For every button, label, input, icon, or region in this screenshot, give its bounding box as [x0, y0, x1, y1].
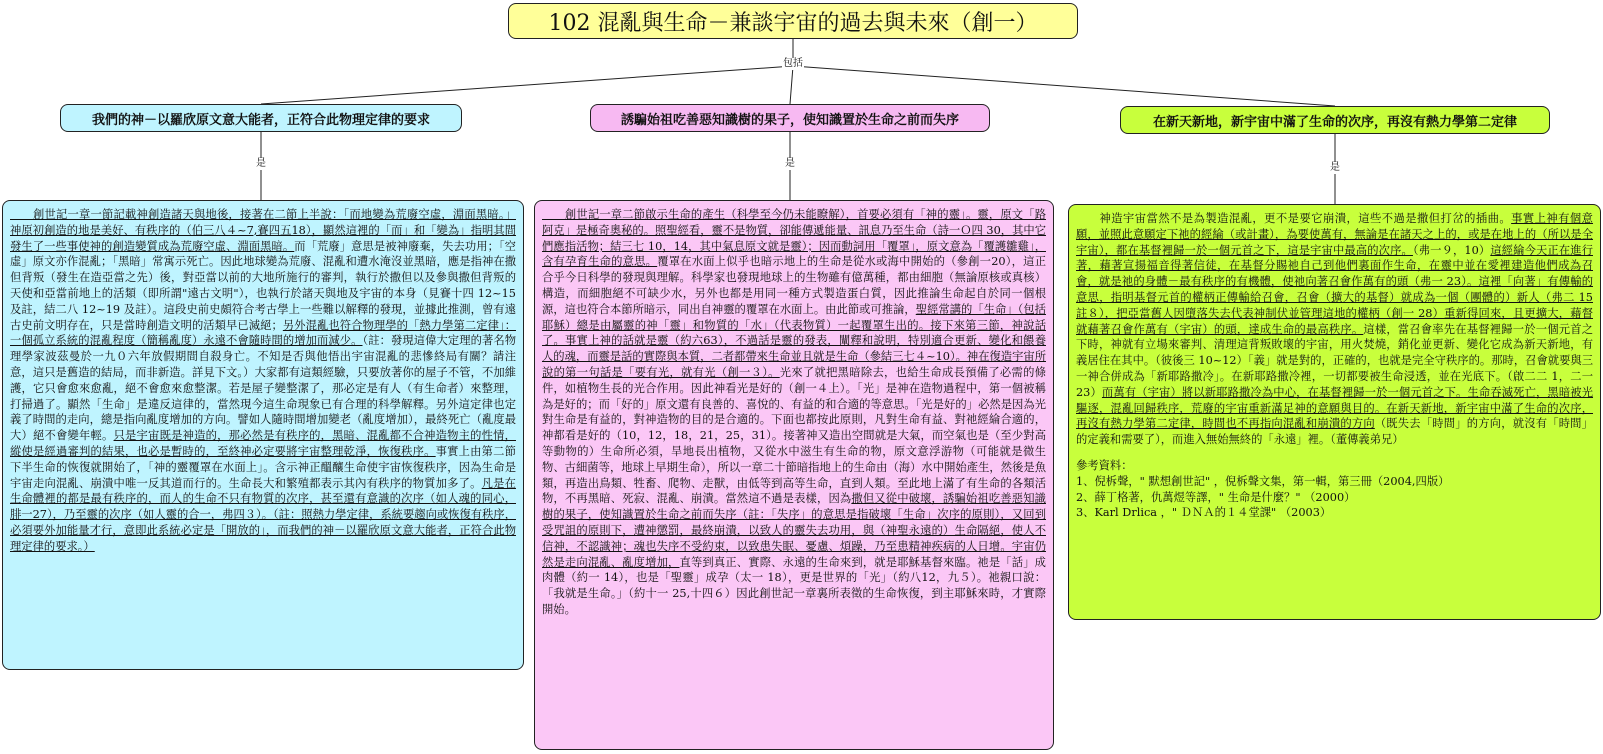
connector-label-is-1: 是 — [256, 158, 266, 169]
text-segment: 這樣，當召會率先在基督裡歸一於一個元首之下時，神就有立場來審判、清理這背叛敗壞的宇宙，用火焚燒，銷化並更新、變化它成為新天新地，有義居住在其中。（彼後三 10~12）「義」就是對的，正確的，也就是完全守秩序的。那時，召會就要與三一神合併成為「新耶路撒冷」。在新耶路撒冷裡，一切都要被生命浸透，並在光底下。（啟二二 1，二一 23） — [1076, 322, 1593, 399]
branch-heading-text: 我們的神－以羅欣原文意大能者，正符合此物理定律的要求 — [91, 112, 430, 128]
text-segment: 只是宇宙既是神造的，那必然是有秩序的，黑暗、混亂都不合神造物主的性情，縱使是經過審判的結果，也必是暫時的，至終神必定要將宇宙整理乾淨，恢復秩序。 — [10, 429, 516, 458]
text-segment: 而萬有（宇宙）將以新耶路撒冷為中心，在基督裡歸一於一個元首之下。生命吞滅死亡，黑暗被光驅逐，混亂回歸秩序，荒廢的宇宙重新滿足神的意願與目的。在新天新地，新宇宙中滿了生命的次序，再沒有熱力學第二定律，時間也不再指向混亂和崩潰的方向 — [1076, 385, 1594, 431]
text-segment: 撒但又從中破壞，誘騙始祖吃善惡知識樹的果子，使知識置於生命之前而失序（註：「失序」的意思是指破壞「生命」次序的原則），又回到受咒詛的原則下，遭神懲罰，最終崩潰，以致人的靈失去功用，與（神聖永遠的）生命隔絕，使人不信神，不認識神；魂也失序不受約束，以致患失眠、憂慮、煩躁，乃至患精神疾病的人日增。宇宙仍然是走向混亂、亂度增加， — [542, 492, 1046, 569]
text-segment: （弗一９，10） — [1412, 243, 1491, 257]
text-segment: （註：發現這偉大定理的著名物理學家波茲曼於一九０六年放假期間自殺身亡。不知是否與他悟出宇宙混亂的悲慘終局有關？請注意，這只是舊造的結局，而非新造。詳見下文。）大家都有這類經驗，只要放著你的屋子不管，不加維護，它只會愈來愈亂，絕不會愈來愈整潔。若是屋子變整潔了，那必定是有人（有生命者）來整理，打掃過了。顯然「生命」是違反這律的，當然現今這生命現象已有合理的科學解釋。另外這定律也定義了時間的走向，總是指向亂度增加的方向。譬如人隨時間增加變老（亂度增加），最終死亡（亂度最大）絕不會變年輕。 — [10, 334, 516, 443]
text-segment: （既失去「時間」的方向，就沒有「時間」的定義和需要了），而進入無始無終的「永遠」裡。（董傳義弟兄） — [1076, 417, 1593, 447]
branch-heading-disorder — [590, 104, 990, 132]
text-segment: 創世記一章一節記載神創造諸天與地後，接著在二節上半說：「而地變為荒廢空虛，淵面黑暗。」神原初創造的地是美好、有秩序的（伯三八４~7,賽四五18），顯然這裡的「而」和「變為」指明其間發生了一些事使神的創造變質成為荒廢空虛、淵面黑暗。 — [10, 208, 516, 253]
branch-heading-new-heaven — [1120, 106, 1550, 134]
branch-heading-text: 在新天新地，新宇宙中滿了生命的次序，再沒有熱力學第二定律 — [1152, 114, 1517, 130]
text-segment: 事實上由第二節下半生命的恢復就開始了，「神的靈覆罩在水面上」。含示神正醞釀生命使宇宙恢復秩序，因為生命是宇宙走向混亂、崩潰中唯一反其道而行的。生命長大和繁殖都表示其內有秩序的物質加多了。 — [10, 444, 516, 490]
branch-heading-text: 誘騙始祖吃善惡知識樹的果子，使知識置於生命之前而失序 — [620, 112, 959, 128]
connector-label-includes: 包括 — [783, 58, 803, 69]
root-title-node — [508, 3, 1078, 39]
detail-box-origin-of-life — [534, 200, 1054, 750]
text-segment: 創世記一章二節啟示生命的產生（科學至今仍未能瞭解），首要必須有「神的靈」。靈，原文「路阿克」是極奇奧秘的。照聖經看，靈不是物質，卻能傳遞能量、訊息乃至生命（詩一Ｏ四 30，其中它們應指活物；結三七 10，14，其中氣息原文就是靈）；因而動詞用「覆罩」，原文意為「覆護雛雞」，含有孕育生命的意思。 — [542, 208, 1046, 269]
text-segment: 神造宇宙當然不是為製造混亂，更不是要它崩潰，這些不過是撒但打岔的插曲。 — [1076, 212, 1512, 225]
text-segment: 事實上神有個意願，並照此意願定下祂的經綸（或計畫），為要使萬有，無論是在諸天之上的，或是在地上的（所以是全宇宙），都在基督裡歸一於一個元首之下，這是宇宙中最高的次序。 — [1076, 212, 1593, 257]
reference-item: 3、Karl Drlica ，" ＤＮＡ的１４堂課" （2003） — [1076, 506, 1332, 520]
text-segment: 凡是在生命體裡的都是最有秩序的，而人的生命不只有物質的次序，甚至還有意識的次序（如人魂的同心，腓一27），乃至靈的次序（如人靈的合一，弗四３）。（註：照熱力學定律，系統要趨向或恢復有秩序，必須要外加能量才行，意即此系統必定是「開放的」，而我們的神－以羅欣原文意大能者，正符合此物理定律的要求。） — [10, 476, 516, 553]
connector-label-is-2: 是 — [785, 158, 795, 169]
reference-item: 1、倪柝聲，" 默想創世記" ，倪柝聲文集，第一輯，第三冊（2004,四版） — [1076, 474, 1450, 488]
text-segment: 而「荒廢」意思是被神廢棄，失去功用；「空虛」原文亦作混亂；「黑暗」常寓示死亡。因此地球變為荒廢、混亂和遭水淹沒並黑暗，應是指神在撒但背叛（發生在造亞當之先）後，對亞當以前的大地所施行的審判，執行於撒但以及參與撒但背叛的天使和亞當前地上的活類（即所謂"遠古文明"），也執行於諸天與地及宇宙的本身（見賽十四 12~15 及註，結二八 12~19 及註）。這段史前史頗符合考古學上一些難以解釋的發現，並據此推測，曾有遠古史前文明存在，只是當時創造文明的活類早已滅絕； — [10, 239, 516, 332]
text-segment: 這經綸今天正在進行著，藉著宣揚福音得著信徒，在基督分賜祂自己到他們裏面作生命，在靈中並在愛裡建造他們成為召會，就是祂的身體－最有秩序的有機體，使祂向著召會作萬有的頭（弗一 23）。這裡「向著」有傳輸的意思，指明基督元首的權柄正傳輸給召會，召會（擴大的基督）就成為一個（團體的）新人（弗二 15 註８），把亞當舊人因墮落失去代表神制伏並管理這地的權柄（創一 28）重新得回來，且更擴大，藉督就藉著召會作萬有（宇宙）的頭，達成生命的最高秩序。 — [1076, 243, 1593, 336]
detail-text — [1076, 211, 1593, 448]
reference-item: 2、薛丁格著，仇萬煜等譯，" 生命是什麼？" （2000） — [1076, 490, 1356, 504]
root-title-text: 102 混亂與生命－兼談宇宙的過去與未來（創一） — [548, 10, 1038, 36]
text-segment: 另外混亂也符合物理學的「熱力學第二定律」：一個孤立系統的混亂程度（簡稱亂度）永遠不會隨時間的增加而減少。 — [10, 318, 516, 348]
text-segment: 覆罩在水面上似乎也暗示地上的生命是從水或海中開始的（參創一20），這正合乎今日科學的發現與理解。科學家也發現地球上的生物雖有億萬種，都由細胞（無論原核或真核）構造，而細胞絕不可缺少水，另外也都是用同一種方式製造蛋白質，因此推論生命起自於同一個根源，這也符合本節所暗示，同出自神靈的覆罩在水面上。由此節或可推論， — [542, 255, 1046, 316]
references-section — [1076, 458, 1593, 521]
detail-box-chaos-and-god — [2, 200, 524, 670]
references-title: 參考資料： — [1076, 458, 1133, 472]
text-segment: 聖經常講的「生命」（包括耶穌）總是由屬靈的神「靈」和物質的「水」（代表物質）一起覆罩生出的。接下來第三節，神說話了。事實上神的話就是靈（約六63），不過話是靈的發表，闡釋和說明，特別適合更新、變化和餵養人的魂，而靈是話的實際與本質，二者都帶來生命並且就是生命（參結三七４~10）。神在復造宇宙所說的第一句話是「要有光，就有光（創一３）。 — [542, 302, 1046, 379]
text-segment: 光來了就把黑暗除去，也給生命成長預備了必需的條件，如植物生長的光合作用。因此神看光是好的（創一４上）。「光」是神在造物過程中，第一個被稱為是好的；而「好的」原文還有良善的、喜悅的、有益的和合適的等意思。「光是好的」必然是因為光對生命是有益的，對神造物的目的是合適的。下面也都按此原則，凡對生命有益、對祂經綸合適的，神都看是好的（10，12，18，21，25，31）。接著神又造出空間就是大氣，而空氣也是（至少對高等動物的）生命所必須，旱地長出植物，又從水中滋生有生命的物，原文意浮游物（可能就是微生物、古細菌等，地球上早期生命），所以一章二十節暗指地上的生命由（海）水中開始產生，然後是魚類，再造出鳥類、牲畜、爬物、走獸，由低等到高等生命，直到人類。至此地上滿了有生命的各類活物，不再黑暗、死寂、混亂、崩潰。當然這不過是表樣，因為 — [542, 365, 1046, 506]
text-segment: 直等到真正、實際、永遠的生命來到，就是耶穌基督來臨。祂是「話」成肉體（約一 14），也是「聖靈」成孕（太一 18），更是世界的「光」（約八12，九５）。祂親口說：「我就是生命。」（約十一 25,十四６）因此創世記一章裏所表徵的生命恢復，到主耶穌來時，才實際開始。 — [542, 555, 1046, 616]
connector-label-is-3: 是 — [1330, 162, 1340, 173]
detail-box-new-creation — [1068, 204, 1601, 620]
branch-heading-our-god — [60, 104, 462, 132]
